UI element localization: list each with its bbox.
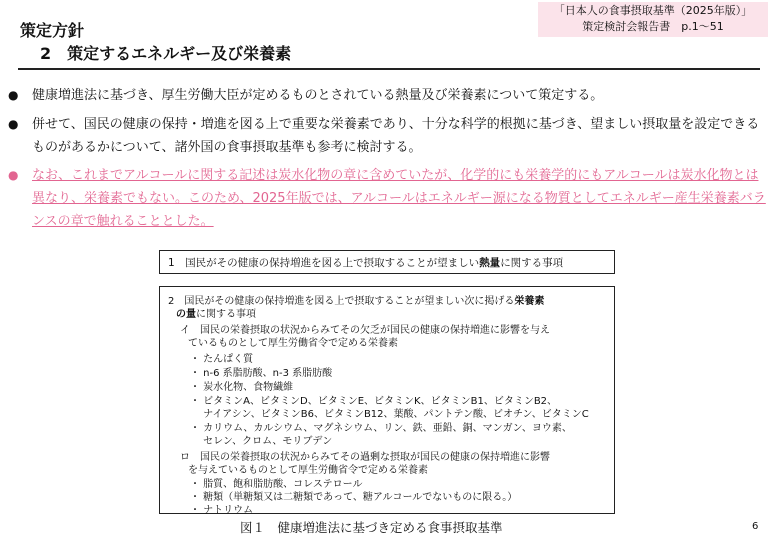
nutrient-list-item: ・ ナトリウム [190, 505, 254, 516]
box2-heading-pre: 2 国民がその健康の保持増進を図る上で摂取することが望ましい次に掲げる [168, 296, 515, 307]
box2-heading-cont [176, 308, 256, 321]
box2-heading-bold: 栄養素 [514, 296, 545, 307]
page-number: 6 [752, 521, 759, 532]
nutrient-list-item: ・ 炭水化物、食物繊維 [190, 382, 294, 393]
box1-text-pre: 1 国民がその健康の保持増進を図る上で摂取することが望ましい [168, 257, 480, 269]
nutrient-item-box [159, 286, 615, 514]
nutrient-list-item: ・ たんぱく質 [190, 354, 254, 365]
bullet-text: なお、これまでアルコールに関する記述は炭水化物の章に含めていたが、化学的にも栄養学的にもアルコールは炭水化物とは異なり、栄養素でもない。このため、2025年版では、アルコールはエネルギー源になる物質としてエネルギー産生栄養素バランスの章で触れることとした。 [32, 168, 766, 229]
nutrient-list-item: ・ 脂質、飽和脂肪酸、コレステロール [190, 479, 363, 490]
energy-item-box [159, 250, 615, 274]
subsection-ro-line1: ロ 国民の栄養摂取の状況からみてその過剰な摂取が国民の健康の保持増進に影響 [180, 452, 550, 463]
subsection-i-line2: ているものとして厚生労働省令で定める栄養素 [188, 338, 398, 349]
box2-heading-post: に関する事項 [196, 309, 256, 320]
box1-bold: 熱量 [479, 257, 501, 269]
source-line-1: 「日本人の食事摂取基準（2025年版）」 [553, 4, 753, 17]
bullet-marker: ● [8, 117, 19, 131]
nutrient-list-item: ・ n-6 系脂肪酸、n-3 系脂肪酸 [190, 368, 333, 379]
bullet-text: 併せて、国民の健康の保持・増進を図る上で重要な栄養素であり、十分な科学的根拠に基づき、望ましい摂取量を設定できるものがあるかについて、諸外国の食事摂取基準も参考に検討する。 [32, 117, 760, 155]
source-reference [538, 2, 768, 37]
section-title: 策定方針 [20, 21, 85, 40]
nutrient-list-item: ナイアシン、ビタミンB6、ビタミンB12、葉酸、パントテン酸、ビオチン、ビタミンC [190, 409, 589, 420]
subsection-i-line1: イ 国民の栄養摂取の状況からみてその欠乏が国民の健康の保持増進に影響を与え [180, 325, 550, 336]
subsection-ro-line2: を与えているものとして厚生労働省令で定める栄養素 [188, 465, 428, 476]
bullet-text: 健康増進法に基づき、厚生労働大臣が定めるものとされている熱量及び栄養素について策定する。 [32, 88, 604, 103]
nutrient-list-item: ・ カリウム、カルシウム、マグネシウム、リン、鉄、亜鉛、銅、マンガン、ヨウ素、 [190, 423, 572, 434]
box2-heading-bold-2: の量 [176, 309, 196, 320]
title-divider [18, 68, 760, 70]
section-subtitle: 2 策定するエネルギー及び栄養素 [40, 44, 292, 63]
figure-caption: 図１ 健康増進法に基づき定める食事摂取基準 [240, 520, 503, 535]
box2-heading [168, 295, 544, 308]
bullet-marker: ● [8, 168, 19, 182]
nutrient-list-item: ・ ビタミンA、ビタミンD、ビタミンE、ビタミンK、ビタミンB1、ビタミンB2、 [190, 396, 558, 407]
box1-text-post: に関する事項 [500, 257, 564, 269]
bullet-marker: ● [8, 88, 19, 102]
nutrient-list-item: セレン、クロム、モリブデン [190, 436, 333, 447]
source-line-2: 策定検討会報告書 p.1～51 [582, 20, 724, 33]
nutrient-list-item: ・ 糖類（単糖類又は二糖類であって、糖アルコールでないものに限る。） [190, 492, 518, 503]
